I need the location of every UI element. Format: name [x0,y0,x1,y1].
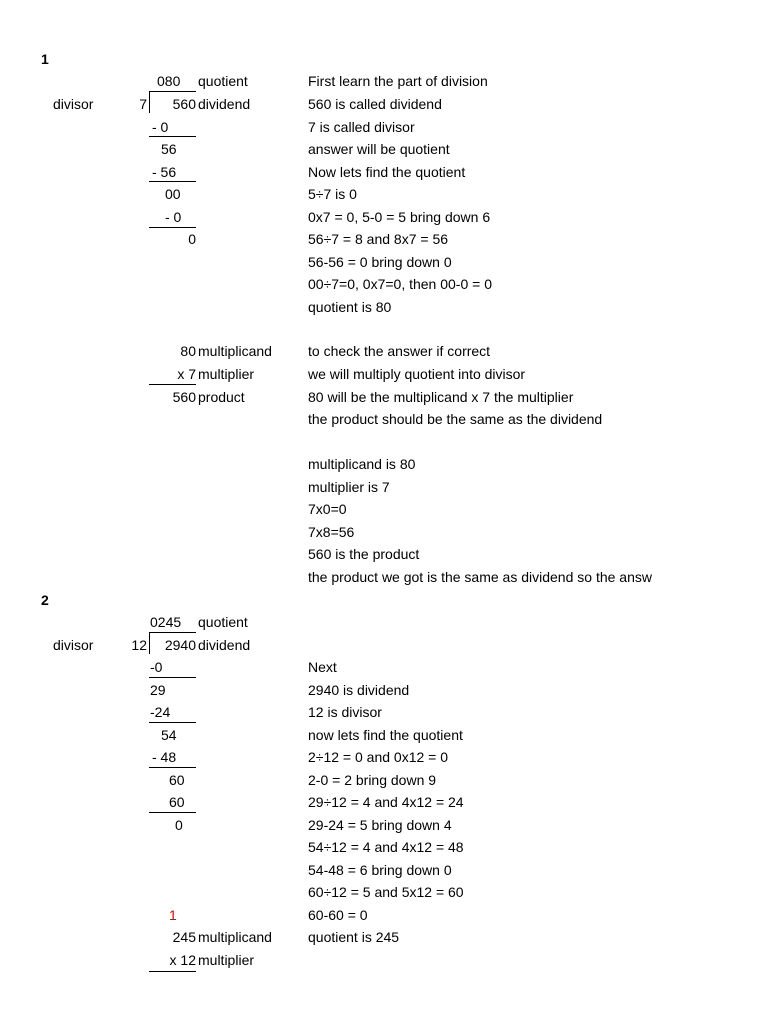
summary-line: 560 is the product [308,546,420,562]
explanation-line: 54÷12 = 4 and 4x12 = 48 [308,839,464,855]
dividend-label: dividend [198,637,251,653]
explanation-line: 54-48 = 6 bring down 0 [308,862,452,878]
division-bracket-top [149,91,196,92]
multiplicand-value: 80 [180,343,196,359]
work-step: - 56 [152,164,177,180]
work-step: 00 [165,186,181,202]
work-step: -24 [150,704,171,720]
check-explanation-line: the product should be the same as the dividend [308,411,603,427]
explanation-line: 0x7 = 0, 5-0 = 5 bring down 6 [308,209,491,225]
explanation-line: First learn the part of division [308,73,488,89]
division-bracket-top [149,632,196,633]
divisor-label: divisor [53,637,94,653]
explanation-line: 2÷12 = 0 and 0x12 = 0 [308,749,449,765]
subtraction-line [149,227,196,228]
explanation-line: Now lets find the quotient [308,164,466,180]
work-step: - 0 [165,209,182,225]
multiplicand-label: multiplicand [198,343,272,359]
explanation-line: quotient is 80 [308,299,392,315]
quotient-label: quotient [198,614,248,630]
work-step: -0 [150,659,163,675]
divisor-value: 12 [131,637,147,653]
summary-line: multiplicand is 80 [308,456,416,472]
multiplier-label: multiplier [198,366,255,382]
work-step: 54 [161,727,177,743]
explanation-line: 560 is called dividend [308,96,442,112]
dividend-value: 2940 [164,637,196,653]
work-step: 0 [175,817,183,833]
section-number: 2 [41,592,49,608]
work-step: 56 [161,141,177,157]
work-step: - 48 [152,749,177,765]
explanation-line: answer will be quotient [308,141,450,157]
summary-line: 7x0=0 [308,501,347,517]
dividend-value: 560 [172,96,196,112]
explanation-line: 12 is divisor [308,704,382,720]
multiplication-line [149,384,196,385]
check-explanation-line: 80 will be the multiplicand x 7 the multiplier [308,389,574,405]
subtraction-line [149,812,196,813]
carry-digit: 1 [169,907,177,923]
multiplier-label: multiplier [198,952,255,968]
summary-line: 7x8=56 [308,524,355,540]
section-number: 1 [41,51,49,67]
quotient-label: quotient [198,73,248,89]
product-value: 560 [172,389,196,405]
explanation-line: 5÷7 is 0 [308,186,357,202]
multiplicand-label: multiplicand [198,929,272,945]
explanation-line: 29-24 = 5 bring down 4 [308,817,452,833]
work-step: 29 [150,682,166,698]
explanation-line: 7 is called divisor [308,119,415,135]
explanation-line: 56÷7 = 8 and 8x7 = 56 [308,231,449,247]
summary-line: the product we got is the same as dividend so the answ [308,569,652,585]
explanation-line: 60-60 = 0 [308,907,368,923]
product-label: product [198,389,245,405]
dividend-label: dividend [198,96,251,112]
work-step: 60 [169,794,185,810]
quotient-value: 080 [157,73,181,89]
explanation-line: 60÷12 = 5 and 5x12 = 60 [308,884,464,900]
divisor-label: divisor [53,96,94,112]
subtraction-line [149,722,196,723]
explanation-line: 2940 is dividend [308,682,410,698]
work-step: - 0 [152,119,169,135]
explanation-line: Next [308,659,337,675]
explanation-line: now lets find the quotient [308,727,463,743]
multiplicand-value: 245 [172,929,196,945]
multiplier-value: x 7 [177,366,196,382]
subtraction-line [149,181,196,182]
subtraction-line [149,677,196,678]
summary-line: multiplier is 7 [308,479,390,495]
multiplier-value: x 12 [169,952,196,968]
explanation-line: 2-0 = 2 bring down 9 [308,772,437,788]
divisor-value: 7 [139,96,147,112]
check-explanation-line: we will multiply quotient into divisor [308,366,526,382]
work-step: 0 [188,231,196,247]
quotient-value: 0245 [150,614,182,630]
subtraction-line [149,767,196,768]
subtraction-line [149,136,196,137]
work-step: 60 [169,772,185,788]
explanation-line: 29÷12 = 4 and 4x12 = 24 [308,794,464,810]
check-explanation-line: to check the answer if correct [308,343,491,359]
explanation-line: 00÷7=0, 0x7=0, then 00-0 = 0 [308,276,492,292]
multiplication-line [149,971,196,972]
explanation-line: 56-56 = 0 bring down 0 [308,254,452,270]
explanation-line: quotient is 245 [308,929,400,945]
